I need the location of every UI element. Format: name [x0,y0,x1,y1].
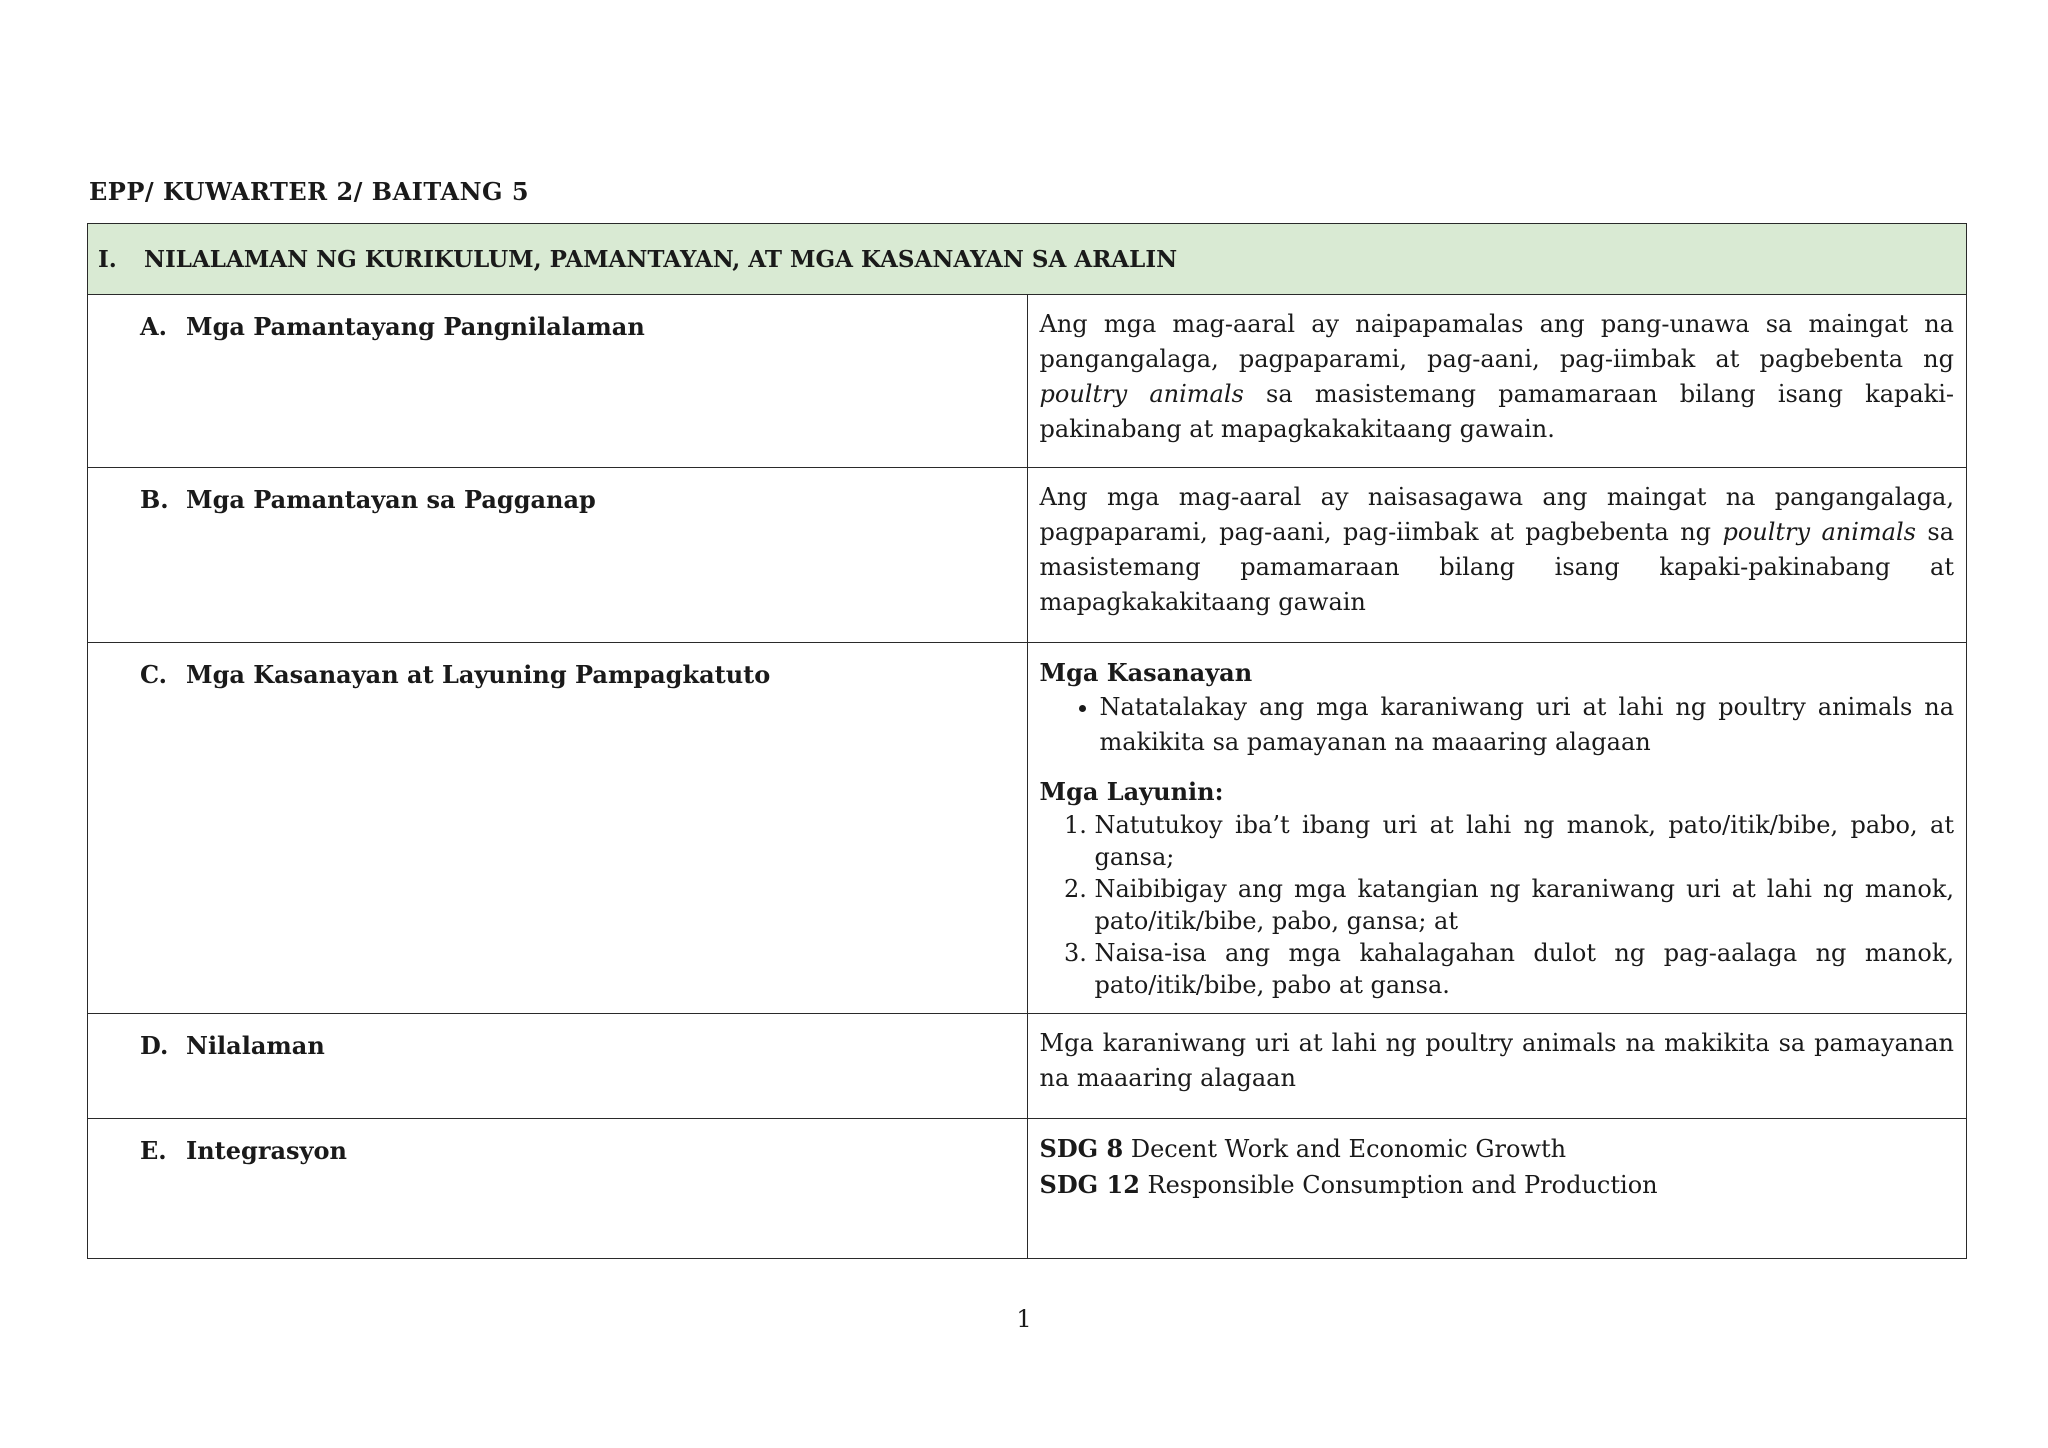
row-letter: A. [140,312,167,341]
competencies-cell [1027,643,1967,1014]
content-text-italic: poultry animals [1722,518,1916,546]
sdg-code: SDG 8 [1039,1134,1124,1163]
skills-title: Mga Kasanayan [1039,658,1253,687]
table-row [88,295,1967,468]
content-cell [1027,1014,1967,1119]
content-text-italic: poultry animals [1039,380,1244,408]
row-label-cell [88,1014,1028,1119]
content-text: sa masistemang pamamaraan bilang isang kapaki-pakinabang at mapagkakakitaang gawain. [1039,380,1955,443]
content-text: Mga karaniwang uri at lahi ng poultry animals na makikita sa pamayanan na maaaring alagaan [1039,1029,1954,1092]
table-row [88,643,1967,1014]
row-label-cell [88,295,1028,468]
sdg-text: Responsible Consumption and Production [1139,1171,1658,1199]
section-number: I. [98,245,117,273]
sdg-line [1040,1131,1955,1167]
section-title: NILALAMAN NG KURIKULUM, PAMANTAYAN, AT MGA KASANAYAN SA ARALIN [144,245,1178,273]
row-letter: B. [140,485,169,514]
objectives-title: Mga Layunin: [1039,777,1224,806]
row-label: Mga Pamantayan sa Pagganap [186,485,596,514]
sdg-text: Decent Work and Economic Growth [1123,1135,1567,1163]
row-letter: E. [140,1136,167,1165]
table-row [88,1014,1967,1119]
performance-standard-cell [1027,468,1967,643]
objectives-list [1040,809,1955,1001]
content-standard-cell [1027,295,1967,468]
row-label-cell [88,1119,1028,1259]
row-label: Mga Kasanayan at Layuning Pampagkatuto [186,660,771,689]
content-text: Ang mga mag-aaral ay naipapamalas ang pang-unawa sa maingat na pangangalaga, pagpaparami, pag-aani, pag-iimbak at pagbebenta ng [1039,310,1954,373]
row-label: Mga Pamantayang Pangnilalaman [186,312,645,341]
curriculum-table [87,223,1967,1259]
integration-cell [1027,1119,1967,1259]
sdg-line [1040,1167,1955,1203]
list-item: 2. Naibibigay ang mga katangian ng karaniwang uri at lahi ng manok, pato/itik/bibe, pabo, gansa; at [1095,873,1955,937]
table-row [88,1119,1967,1259]
row-label-cell [88,468,1028,643]
row-label: Nilalaman [186,1031,325,1060]
list-item: 3. Naisa-isa ang mga kahalagahan dulot ng pag-aalaga ng manok, pato/itik/bibe, pabo at gansa. [1095,937,1955,1001]
section-header [88,224,1967,295]
content-text: sa masistemang pamamaraan bilang isang kapaki-pakinabang at mapagkakakitaang gawain [1039,518,1955,616]
list-item: • Natatalakay ang mga karaniwang uri at lahi ng poultry animals na makikita sa pamayanan na maaaring alagaan [1100,690,1955,760]
page-header: EPP/ KUWARTER 2/ BAITANG 5 [89,177,530,206]
list-item: 1. Natutukoy iba’t ibang uri at lahi ng manok, pato/itik/bibe, pabo, at gansa; [1095,809,1955,873]
content-text: Ang mga mag-aaral ay naisasagawa ang maingat na pangangalaga, pagpaparami, pag-aani, pag-iimbak at pagbebenta ng [1039,483,1954,546]
row-letter: D. [140,1031,169,1060]
row-label-cell [88,643,1028,1014]
row-label: Integrasyon [186,1136,347,1165]
row-letter: C. [140,660,168,689]
table-row [88,468,1967,643]
page-number: 1 [1016,1305,1032,1333]
sdg-code: SDG 12 [1039,1170,1140,1199]
section-header-row [88,224,1967,295]
skills-list [1040,690,1955,760]
